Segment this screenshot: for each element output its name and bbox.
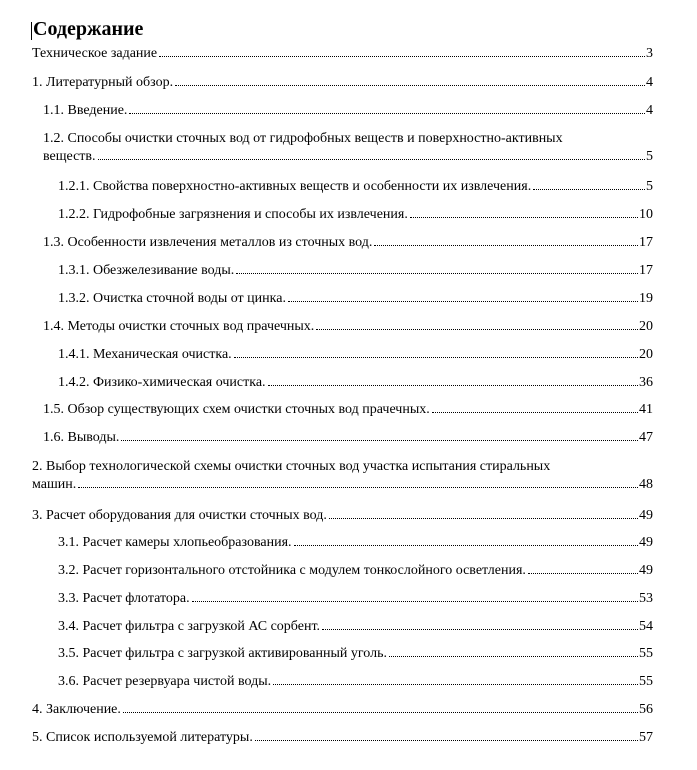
toc-entry-3-4[interactable] bbox=[58, 618, 653, 636]
toc-entry-page: 10 bbox=[639, 207, 653, 222]
dot-leader bbox=[255, 740, 638, 741]
toc-entry-title: 3.1. Расчет камеры хлопьеобразования. bbox=[58, 535, 292, 550]
toc-entry-page: 49 bbox=[639, 508, 653, 523]
toc-entry-page: 5 bbox=[646, 149, 653, 164]
dot-leader bbox=[432, 412, 638, 413]
toc-entry-3-5[interactable] bbox=[58, 645, 653, 663]
toc-entry-page: 19 bbox=[639, 291, 653, 306]
dot-leader bbox=[121, 440, 638, 441]
toc-entry-1-3-2[interactable] bbox=[58, 290, 653, 308]
toc-entry-title: 3.3. Расчет флотатора. bbox=[58, 591, 190, 606]
toc-entry-title: 1.2. Способы очистки сточных вод от гидрофобных веществ и поверхностно-активных bbox=[43, 131, 563, 146]
toc-entry-title-continuation: машин. bbox=[32, 477, 77, 492]
toc-entry-title: 3.2. Расчет горизонтального отстойника с модулем тонкослойного осветления. bbox=[58, 563, 526, 578]
toc-entry-title: 1.3. Особенности извлечения металлов из сточных вод. bbox=[43, 235, 373, 250]
toc-entry-page: 57 bbox=[639, 730, 653, 745]
dot-leader bbox=[288, 301, 638, 302]
toc-entry-page: 17 bbox=[639, 235, 653, 250]
toc-entry-1-1[interactable] bbox=[43, 102, 653, 120]
toc-entry-page: 49 bbox=[639, 535, 653, 550]
toc-entry-page: 48 bbox=[639, 477, 653, 492]
toc-entry-1-3-1[interactable] bbox=[58, 262, 653, 280]
toc-entry-page: 20 bbox=[639, 347, 653, 362]
toc-entry-title: 1.1. Введение. bbox=[43, 103, 128, 118]
toc-entry-1-4[interactable] bbox=[43, 318, 653, 336]
toc-entry-3-3[interactable] bbox=[58, 590, 653, 608]
toc-entry-4[interactable] bbox=[32, 701, 653, 719]
toc-entry-page: 55 bbox=[639, 646, 653, 661]
toc-entry-page: 41 bbox=[639, 402, 653, 417]
toc-entry-1-2-2[interactable] bbox=[58, 206, 653, 224]
toc-entry-3-2[interactable] bbox=[58, 562, 653, 580]
dot-leader bbox=[123, 712, 638, 713]
toc-entry-title: 4. Заключение. bbox=[32, 702, 121, 717]
toc-entry-title: Техническое задание bbox=[32, 46, 158, 61]
toc-entry-3-6[interactable] bbox=[58, 673, 653, 691]
toc-entry-page: 56 bbox=[639, 702, 653, 717]
dot-leader bbox=[175, 85, 645, 86]
dot-leader bbox=[234, 357, 638, 358]
toc-entry-title: 1.6. Выводы. bbox=[43, 430, 120, 445]
dot-leader bbox=[410, 217, 638, 218]
dot-leader bbox=[316, 329, 638, 330]
toc-entry-title: 3.5. Расчет фильтра с загрузкой активированный уголь. bbox=[58, 646, 387, 661]
dot-leader bbox=[389, 656, 638, 657]
dot-leader bbox=[192, 601, 638, 602]
toc-heading: Содержание bbox=[33, 18, 144, 40]
toc-entry-1-6[interactable] bbox=[43, 429, 653, 447]
dot-leader bbox=[533, 189, 645, 190]
toc-entry-page: 47 bbox=[639, 430, 653, 445]
toc-entry-5[interactable] bbox=[32, 729, 653, 747]
toc-entry-page: 53 bbox=[639, 591, 653, 606]
toc-entry-3[interactable] bbox=[32, 507, 653, 525]
toc-entry-tech-task[interactable] bbox=[32, 45, 653, 63]
dot-leader bbox=[236, 273, 638, 274]
toc-entry-page: 3 bbox=[646, 46, 653, 61]
toc-entry-title: 1.3.1. Обезжелезивание воды. bbox=[58, 263, 235, 278]
dot-leader bbox=[98, 159, 645, 160]
toc-entry-1-4-1[interactable] bbox=[58, 346, 653, 364]
toc-entry-title: 3.6. Расчет резервуара чистой воды. bbox=[58, 674, 272, 689]
toc-entry-page: 4 bbox=[646, 103, 653, 118]
toc-entry-page: 36 bbox=[639, 375, 653, 390]
dot-leader bbox=[329, 518, 638, 519]
toc-entry-1-5[interactable] bbox=[43, 401, 653, 419]
toc-entry-title: 1.4. Методы очистки сточных вод прачечных. bbox=[43, 319, 315, 334]
toc-entry-title: 3. Расчет оборудования для очистки сточных вод. bbox=[32, 508, 327, 523]
toc-entry-1[interactable] bbox=[32, 74, 653, 92]
toc-entry-3-1[interactable] bbox=[58, 534, 653, 552]
dot-leader bbox=[294, 545, 638, 546]
toc-entry-title: 1.3.2. Очистка сточной воды от цинка. bbox=[58, 291, 286, 306]
toc-entry-page: 5 bbox=[646, 179, 653, 194]
dot-leader bbox=[78, 487, 638, 488]
toc-entry-title: 2. Выбор технологической схемы очистки сточных вод участка испытания стиральных bbox=[32, 459, 551, 474]
dot-leader bbox=[129, 113, 645, 114]
dot-leader bbox=[268, 385, 638, 386]
toc-entry-1-2[interactable] bbox=[43, 130, 653, 166]
toc-entry-title: 3.4. Расчет фильтра с загрузкой АС сорбент. bbox=[58, 619, 321, 634]
toc-entry-page: 55 bbox=[639, 674, 653, 689]
dot-leader bbox=[322, 629, 638, 630]
text-cursor bbox=[31, 22, 32, 40]
dot-leader bbox=[528, 573, 638, 574]
toc-entry-title: 1.5. Обзор существующих схем очистки сточных вод прачечных. bbox=[43, 402, 430, 417]
toc-entry-1-2-1[interactable] bbox=[58, 178, 653, 196]
toc-entry-1-4-2[interactable] bbox=[58, 374, 653, 392]
dot-leader bbox=[374, 245, 638, 246]
dot-leader bbox=[159, 56, 645, 57]
toc-entry-title-continuation: веществ. bbox=[43, 149, 96, 164]
toc-entry-page: 20 bbox=[639, 319, 653, 334]
toc-entry-title: 1. Литературный обзор. bbox=[32, 75, 174, 90]
toc-entry-title: 5. Список используемой литературы. bbox=[32, 730, 253, 745]
toc-entry-page: 17 bbox=[639, 263, 653, 278]
toc-entry-title: 1.4.2. Физико-химическая очистка. bbox=[58, 375, 266, 390]
dot-leader bbox=[273, 684, 638, 685]
toc-entry-1-3[interactable] bbox=[43, 234, 653, 252]
toc-entry-page: 49 bbox=[639, 563, 653, 578]
toc-entry-title: 1.2.2. Гидрофобные загрязнения и способы их извлечения. bbox=[58, 207, 408, 222]
toc-entry-page: 54 bbox=[639, 619, 653, 634]
toc-entry-title: 1.2.1. Свойства поверхностно-активных веществ и особенности их извлечения. bbox=[58, 179, 532, 194]
toc-entry-title: 1.4.1. Механическая очистка. bbox=[58, 347, 232, 362]
toc-entry-2[interactable] bbox=[32, 458, 653, 494]
toc-entry-page: 4 bbox=[646, 75, 653, 90]
